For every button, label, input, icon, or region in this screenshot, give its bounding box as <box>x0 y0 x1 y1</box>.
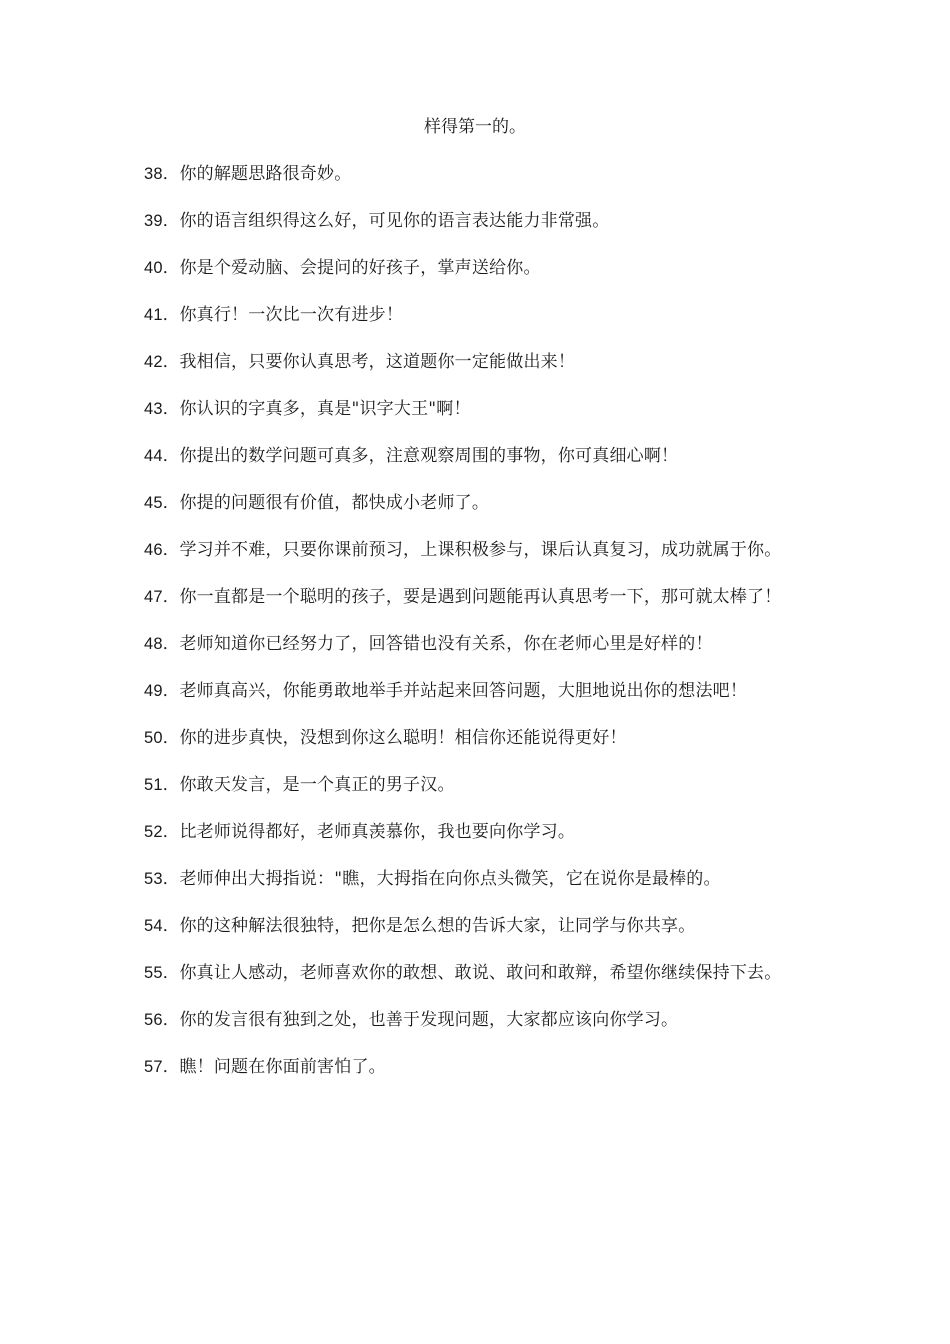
item-text: 你的发言很有独到之处，也善于发现问题，大家都应该向你学习。 <box>179 1010 679 1030</box>
item-number: 54． <box>144 917 180 935</box>
item-number: 46． <box>144 541 180 559</box>
item-number: 40． <box>144 259 180 277</box>
list-item <box>144 679 816 703</box>
item-text: 老师伸出大拇指说："瞧，大拇指在向你点头微笑，它在说你是最棒的。 <box>179 869 721 889</box>
list-item <box>144 303 816 327</box>
item-text: 老师知道你已经努力了，回答错也没有关系，你在老师心里是好样的！ <box>179 634 713 654</box>
item-number: 51． <box>144 776 180 794</box>
item-number: 57． <box>144 1058 180 1076</box>
item-text: 你是个爱动脑、会提问的好孩子，掌声送给你。 <box>179 258 541 278</box>
item-text: 你认识的字真多，真是"识字大王"啊！ <box>179 399 471 419</box>
item-text: 你真行！一次比一次有进步！ <box>179 305 404 325</box>
item-number: 50． <box>144 729 180 747</box>
item-number: 41． <box>144 306 180 324</box>
list-item <box>144 1055 816 1079</box>
list-item <box>144 1008 816 1032</box>
item-number: 52． <box>144 823 180 841</box>
item-text: 你的解题思路很奇妙。 <box>179 164 352 184</box>
list-item <box>144 538 816 562</box>
list-item <box>144 585 816 609</box>
item-text: 老师真高兴，你能勇敢地举手并站起来回答问题，大胆地说出你的想法吧！ <box>179 681 748 701</box>
item-number: 44． <box>144 447 180 465</box>
item-number: 55． <box>144 964 180 982</box>
item-text: 你敢天发言，是一个真正的男子汉。 <box>179 775 455 795</box>
item-text: 学习并不难，只要你课前预习，上课积极参与，课后认真复习，成功就属于你。 <box>179 540 782 560</box>
list-item <box>144 350 816 374</box>
item-number: 42． <box>144 353 180 371</box>
list-item <box>144 162 816 186</box>
item-text: 你的语言组织得这么好，可见你的语言表达能力非常强。 <box>179 211 610 231</box>
item-text: 你提出的数学问题可真多，注意观察周围的事物，你可真细心啊！ <box>179 446 679 466</box>
list-item <box>144 961 816 985</box>
item-number: 48． <box>144 635 180 653</box>
list-item <box>144 397 816 421</box>
item-text: 我相信，只要你认真思考，这道题你一定能做出来！ <box>179 352 576 372</box>
item-number: 43． <box>144 400 180 418</box>
list-item <box>144 820 816 844</box>
item-text: 你一直都是一个聪明的孩子，要是遇到问题能再认真思考一下，那可就太棒了！ <box>179 587 782 607</box>
item-text: 瞧！问题在你面前害怕了。 <box>179 1057 386 1077</box>
list-item <box>144 444 816 468</box>
continuation-text: 样得第一的。 <box>424 117 526 137</box>
item-number: 45． <box>144 494 180 512</box>
item-number: 49． <box>144 682 180 700</box>
list-item <box>144 256 816 280</box>
list-item <box>144 726 816 750</box>
list-item <box>144 632 816 656</box>
item-number: 56． <box>144 1011 180 1029</box>
item-number: 38． <box>144 165 180 183</box>
item-text: 比老师说得都好，老师真羡慕你，我也要向你学习。 <box>179 822 576 842</box>
praise-list <box>144 162 816 1102</box>
list-item <box>144 867 816 891</box>
item-text: 你的进步真快，没想到你这么聪明！相信你还能说得更好！ <box>179 728 627 748</box>
item-number: 39． <box>144 212 180 230</box>
list-item <box>144 914 816 938</box>
item-number: 47． <box>144 588 180 606</box>
item-text: 你提的问题很有价值，都快成小老师了。 <box>179 493 490 513</box>
item-text: 你真让人感动，老师喜欢你的敢想、敢说、敢问和敢辩，希望你继续保持下去。 <box>179 963 782 983</box>
item-number: 53． <box>144 870 180 888</box>
list-item <box>144 491 816 515</box>
item-text: 你的这种解法很独特，把你是怎么想的告诉大家，让同学与你共享。 <box>179 916 696 936</box>
list-item <box>144 773 816 797</box>
list-item <box>144 209 816 233</box>
